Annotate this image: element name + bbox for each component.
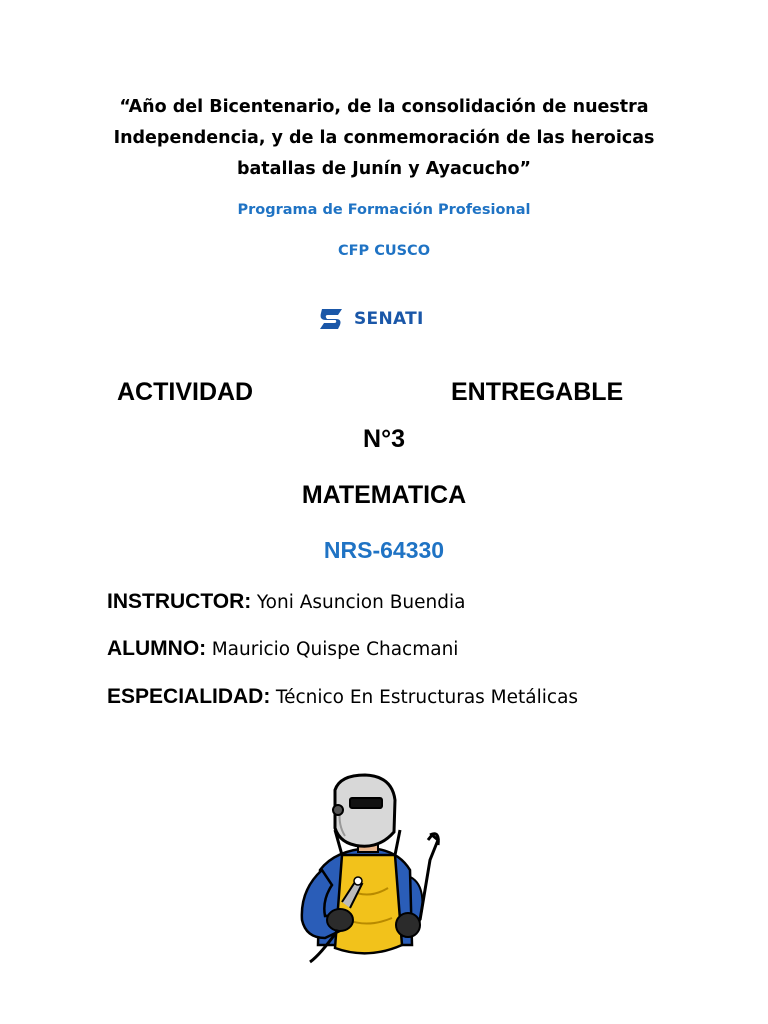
- training-center: CFP CUSCO: [337, 243, 431, 259]
- instructor-value: Yoni Asuncion Buendia: [256, 592, 466, 613]
- student-label: ALUMNO:: [107, 637, 207, 660]
- senati-logo: [316, 292, 436, 346]
- specialty-row: [107, 685, 578, 709]
- activity-number: N°3: [363, 425, 405, 453]
- welder-icon: [280, 770, 455, 965]
- commemorative-motto: “Año del Bicentenario, de la consolidación de nuestra Independencia, y de la conmemoración de las heroicas batallas de Junín y Ayacucho”: [113, 97, 655, 179]
- specialty-label: ESPECIALIDAD:: [107, 685, 271, 708]
- student-value: Mauricio Quispe Chacmani: [211, 639, 459, 660]
- senati-s-icon: [316, 305, 348, 333]
- senati-wordmark: SENATI: [354, 309, 424, 329]
- activity-word: ACTIVIDAD: [117, 378, 254, 406]
- subject-title: MATEMATICA: [301, 481, 467, 509]
- instructor-label: INSTRUCTOR:: [107, 590, 252, 613]
- specialty-value: Técnico En Estructuras Metálicas: [275, 687, 579, 708]
- deliverable-word: ENTREGABLE: [451, 378, 624, 406]
- course-code: NRS-64330: [323, 537, 445, 563]
- student-row: [107, 637, 458, 661]
- program-name: Programa de Formación Profesional: [237, 202, 531, 218]
- instructor-row: [107, 590, 465, 614]
